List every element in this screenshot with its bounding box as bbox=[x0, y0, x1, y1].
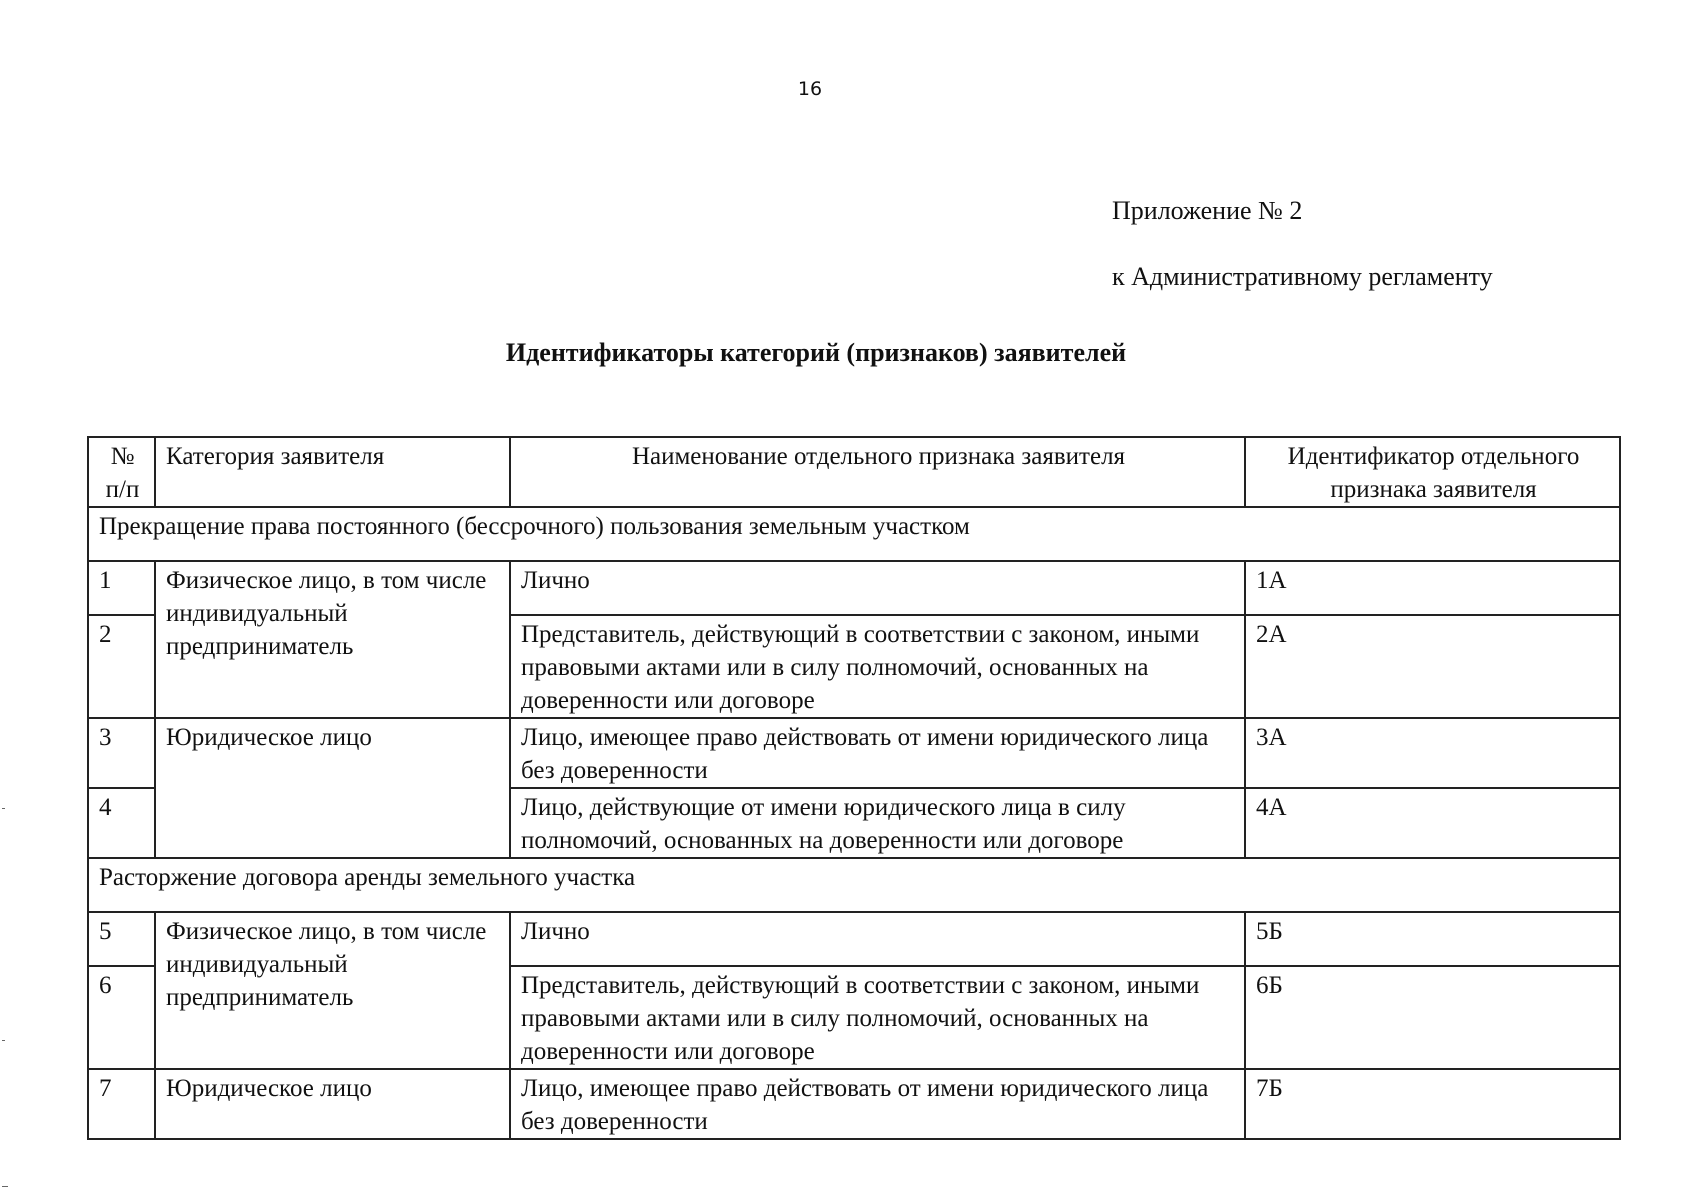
row-number: 3 bbox=[88, 718, 155, 788]
feature-id: 3А bbox=[1245, 718, 1620, 788]
row-number: 6 bbox=[88, 966, 155, 1069]
scan-margin-mark bbox=[2, 1040, 5, 1041]
feature-id: 1А bbox=[1245, 561, 1620, 615]
page-number: 16 bbox=[797, 78, 823, 100]
feature-name: Представитель, действующий в соответствии с законом, иными правовыми актами или в силу полномочий, основанных на доверенности или договоре bbox=[510, 966, 1245, 1069]
row-number: 5 bbox=[88, 912, 155, 966]
section-row bbox=[88, 858, 1620, 912]
appendix-reference bbox=[1112, 178, 1493, 310]
feature-name: Лицо, имеющее право действовать от имени юридического лица без доверенности bbox=[510, 1069, 1245, 1139]
section-row bbox=[88, 507, 1620, 561]
row-number: 1 bbox=[88, 561, 155, 615]
table-row bbox=[88, 718, 1620, 788]
table-row bbox=[88, 912, 1620, 966]
feature-name: Лично bbox=[510, 561, 1245, 615]
header-category: Категория заявителя bbox=[155, 437, 510, 507]
feature-id: 5Б bbox=[1245, 912, 1620, 966]
document-title: Идентификаторы категорий (признаков) заявителей bbox=[505, 338, 1127, 367]
row-number: 4 bbox=[88, 788, 155, 858]
applicant-category: Физическое лицо, в том числе индивидуальный предприниматель bbox=[155, 912, 510, 1069]
feature-name: Представитель, действующий в соответствии с законом, иными правовыми актами или в силу полномочий, основанных на доверенности или договоре bbox=[510, 615, 1245, 718]
feature-name: Лично bbox=[510, 912, 1245, 966]
feature-id: 7Б bbox=[1245, 1069, 1620, 1139]
row-number: 7 bbox=[88, 1069, 155, 1139]
appendix-line-2: к Административному регламенту bbox=[1112, 262, 1493, 291]
feature-id: 4А bbox=[1245, 788, 1620, 858]
table-header-row bbox=[88, 437, 1620, 507]
header-feature-id: Идентификатор отдельного признака заявителя bbox=[1245, 437, 1620, 507]
section-title: Прекращение права постоянного (бессрочного) пользования земельным участком bbox=[88, 507, 1620, 561]
header-number: № п/п bbox=[88, 437, 155, 507]
scan-margin-mark bbox=[2, 808, 5, 809]
applicant-identifiers-table bbox=[87, 436, 1621, 1140]
feature-id: 2А bbox=[1245, 615, 1620, 718]
appendix-line-1: Приложение № 2 bbox=[1112, 196, 1303, 225]
scan-margin-mark bbox=[2, 1186, 8, 1187]
applicant-category: Юридическое лицо bbox=[155, 718, 510, 858]
row-number: 2 bbox=[88, 615, 155, 718]
header-feature-name: Наименование отдельного признака заявителя bbox=[510, 437, 1245, 507]
section-title: Расторжение договора аренды земельного участка bbox=[88, 858, 1620, 912]
table-row bbox=[88, 1069, 1620, 1139]
feature-name: Лицо, имеющее право действовать от имени юридического лица без доверенности bbox=[510, 718, 1245, 788]
table-row bbox=[88, 561, 1620, 615]
applicant-category: Юридическое лицо bbox=[155, 1069, 510, 1139]
feature-name: Лицо, действующие от имени юридического лица в силу полномочий, основанных на доверенности или договоре bbox=[510, 788, 1245, 858]
applicant-category: Физическое лицо, в том числе индивидуальный предприниматель bbox=[155, 561, 510, 718]
feature-id: 6Б bbox=[1245, 966, 1620, 1069]
